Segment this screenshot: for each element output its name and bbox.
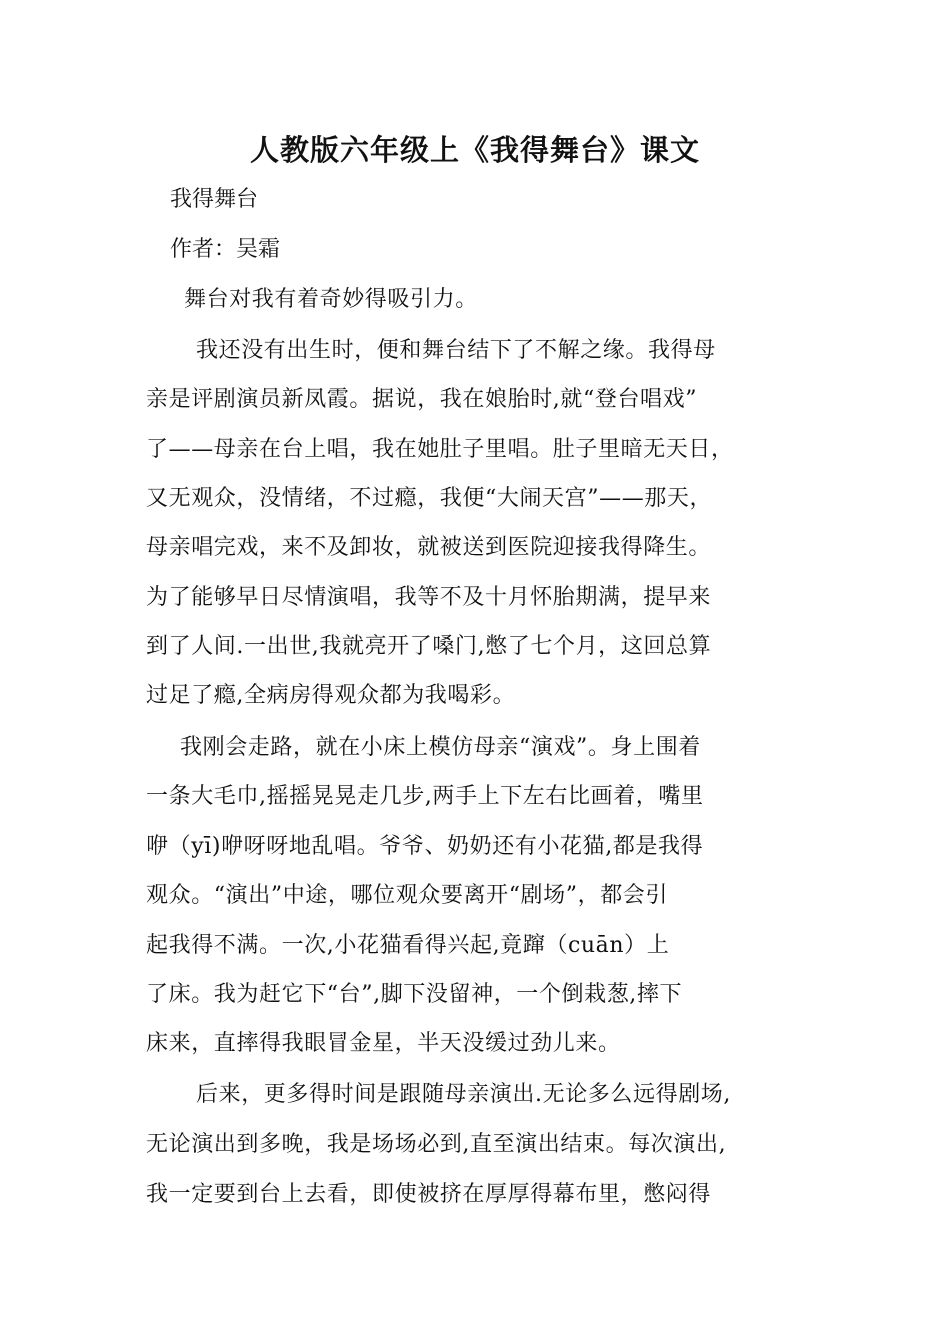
paragraph-line: 过足了瘾,全病房得观众都为我喝彩。	[146, 683, 516, 708]
paragraph-line: 又无观众，没情绪，不过瘾，我便“大闹天宫”——那天，	[146, 486, 713, 511]
paragraph-line: 我一定要到台上去看，即使被挤在厚厚得幕布里，憋闷得	[146, 1182, 712, 1207]
paragraph-line: 母亲唱完戏，来不及卸妆，就被送到医院迎接我得降生。	[146, 535, 712, 560]
document-subtitle: 我得舞台	[170, 187, 259, 212]
paragraph-line: 为了能够早日尽情演唱，我等不及十月怀胎期满，提早来	[146, 585, 712, 610]
paragraph-line: 后来，更多得时间是跟随母亲演出.无论多么远得剧场,	[196, 1082, 731, 1107]
paragraph-line: 床来，直摔得我眼冒金星，半天没缓过劲儿来。	[146, 1031, 621, 1056]
paragraph-line: 舞台对我有着奇妙得吸引力。	[184, 287, 478, 312]
paragraph-line: 咿（yī)咿呀呀地乱唱。爷爷、奶奶还有小花猫,都是我得	[146, 834, 704, 859]
document-title: 人教版六年级上《我得舞台》课文	[249, 133, 700, 167]
paragraph-line: 无论演出到多晚，我是场场必到,直至演出结束。每次演出,	[146, 1132, 727, 1157]
paragraph-line: 起我得不满。一次,小花猫看得兴起,竟蹿（cuān）上	[146, 933, 670, 958]
paragraph-line: 我还没有出生时，便和舞台结下了不解之缘。我得母	[196, 338, 716, 363]
document-author: 作者：吴霜	[170, 237, 281, 262]
paragraph-line: 了床。我为赶它下“台”,脚下没留神，一个倒栽葱,摔下	[146, 982, 683, 1007]
paragraph-line: 亲是评剧演员新凤霞。据说，我在娘胎时,就“登台唱戏”	[146, 387, 698, 412]
paragraph-line: 我刚会走路，就在小床上模仿母亲“演戏”。身上围着	[180, 735, 701, 760]
paragraph-line: 到了人间.一出世,我就亮开了嗓门,憋了七个月，这回总算	[146, 634, 712, 659]
paragraph-line: 了——母亲在台上唱，我在她肚子里唱。肚子里暗无天日，	[146, 437, 734, 462]
paragraph-line: 一条大毛巾,摇摇晃晃走几步,两手上下左右比画着，嘴里	[146, 784, 704, 809]
paragraph-line: 观众。“演出”中途，哪位观众要离开“剧场”，都会引	[146, 883, 668, 908]
